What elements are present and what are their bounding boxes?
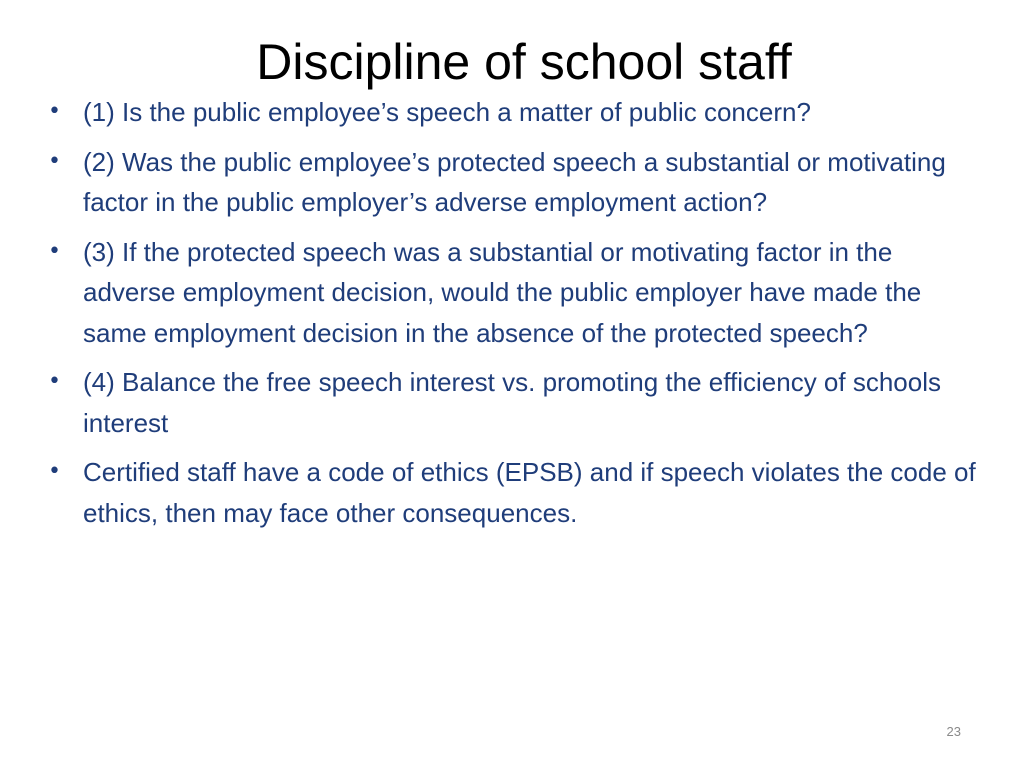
bullet-dot-icon: • xyxy=(48,459,61,484)
bullet-item-5 xyxy=(48,452,978,533)
bullet-item-4 xyxy=(48,362,978,443)
bullet-dot-icon: • xyxy=(48,369,61,394)
bullet-text: (1) Is the public employee’s speech a matter of public concern? xyxy=(83,97,811,127)
bullet-item-3 xyxy=(48,232,978,354)
bullet-dot-icon: • xyxy=(48,238,61,264)
bullet-dot-icon: • xyxy=(48,148,61,174)
bullet-list xyxy=(48,92,978,542)
page-number: 23 xyxy=(946,724,961,739)
bullet-text: (3) If the protected speech was a substantial or motivating factor in the adverse employment decision, would the public employer have made the same employment decision in the absence of the protected speech? xyxy=(83,236,922,348)
bullet-text: (4) Balance the free speech interest vs. promoting the efficiency of schools interest xyxy=(83,367,941,438)
bullet-text: Certified staff have a code of ethics (EPSB) and if speech violates the code of ethics, then may face other consequences. xyxy=(83,457,976,528)
bullet-item-1 xyxy=(48,92,978,133)
slide-title: Discipline of school staff xyxy=(256,34,792,90)
bullet-item-2 xyxy=(48,142,978,223)
bullet-dot-icon: • xyxy=(48,99,61,124)
bullet-text: (2) Was the public employee’s protected speech a substantial or motivating factor in the public employer’s adverse employment action? xyxy=(83,146,946,217)
